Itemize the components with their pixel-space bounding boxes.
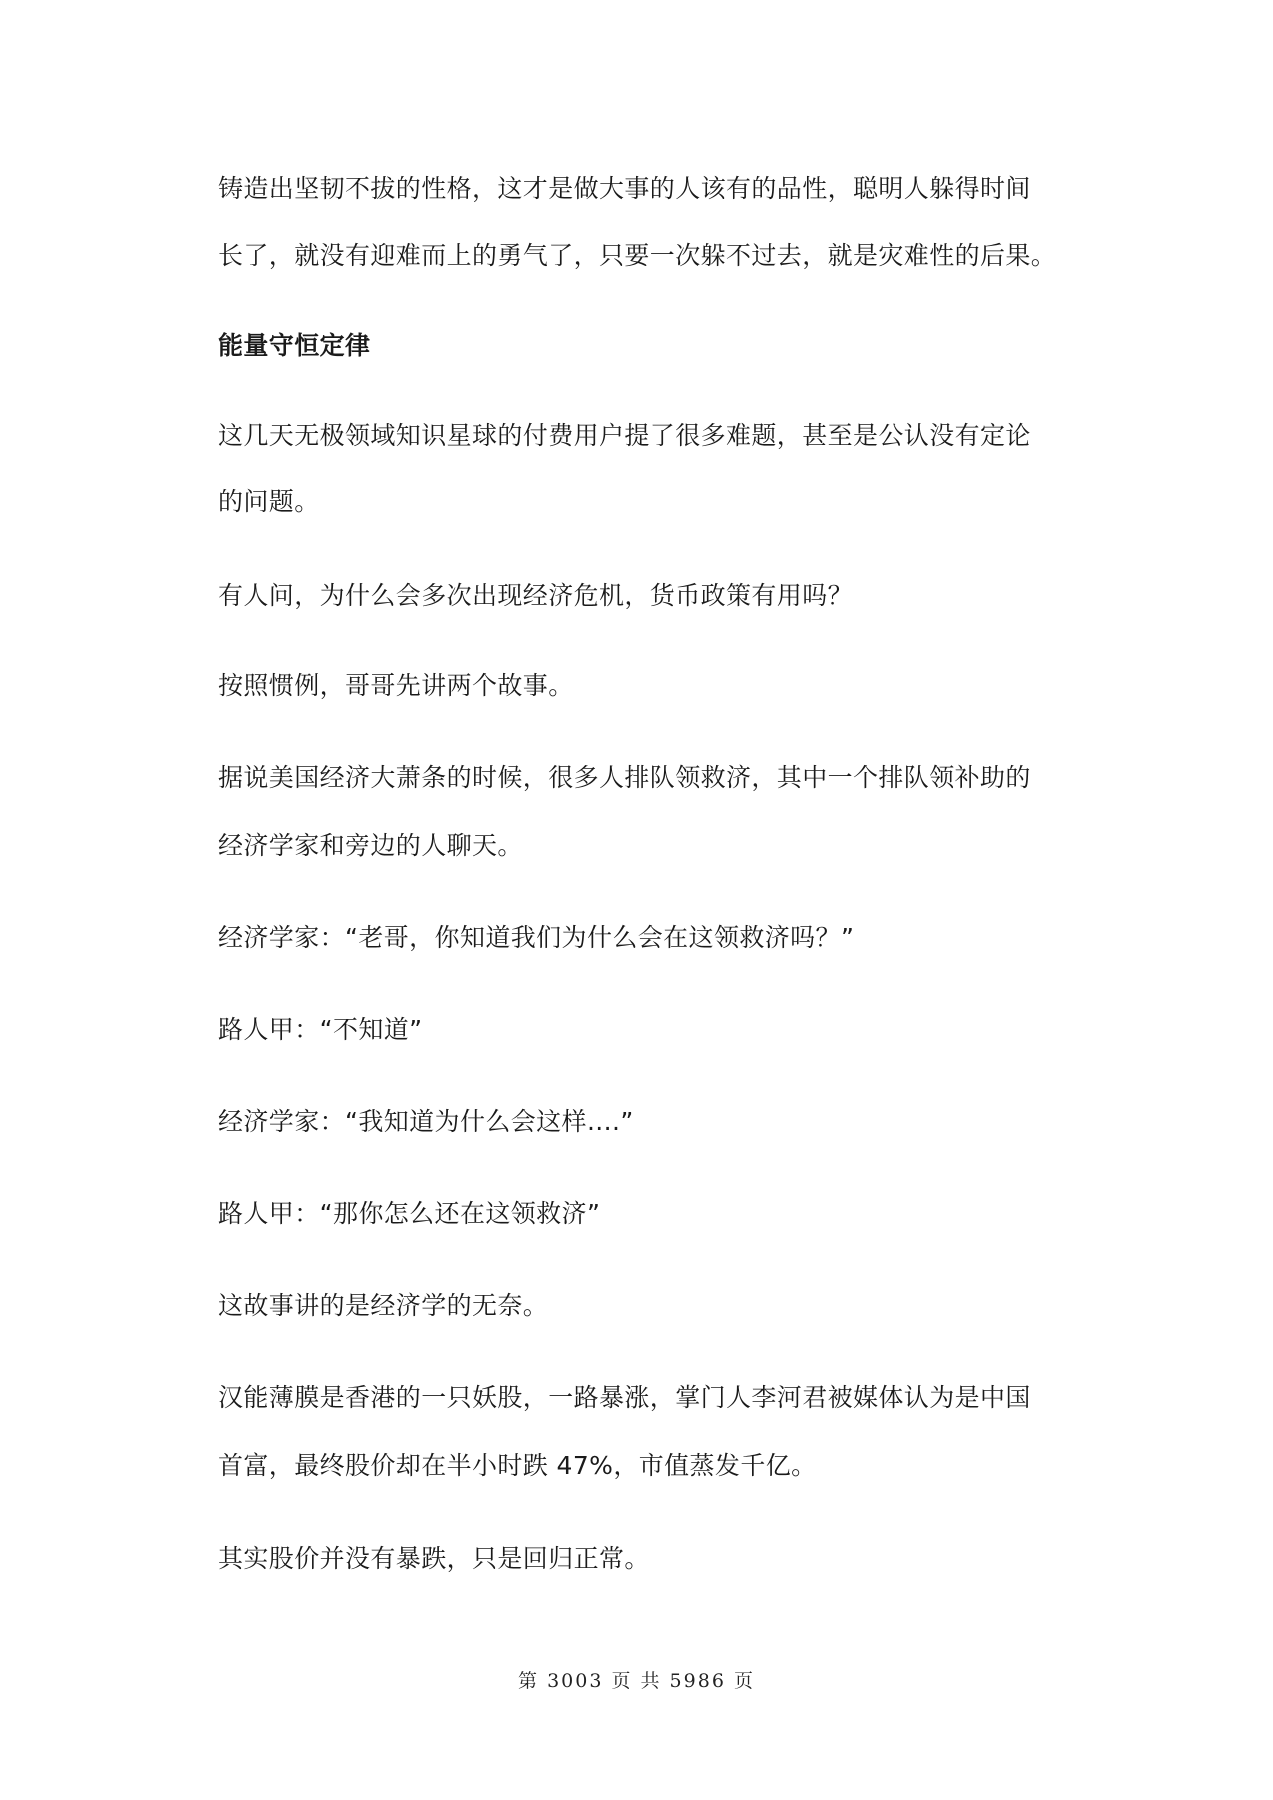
dialogue-line: 经济学家：“我知道为什么会这样....” (218, 1107, 634, 1136)
dialogue-line: 路人甲：“不知道” (218, 1015, 423, 1044)
paragraph-line: 其实股价并没有暴跌，只是回归正常。 (218, 1544, 650, 1573)
page-number-footer: 第 3003 页 共 5986 页 (518, 1670, 755, 1692)
paragraph-line: 首富，最终股价却在半小时跌 47%，市值蒸发千亿。 (218, 1451, 817, 1480)
paragraph-line: 汉能薄膜是香港的一只妖股，一路暴涨，掌门人李河君被媒体认为是中国 (218, 1383, 1031, 1412)
dialogue-line: 路人甲：“那你怎么还在这领救济” (218, 1199, 601, 1228)
paragraph-line: 有人问，为什么会多次出现经济危机，货币政策有用吗？ (218, 581, 854, 610)
paragraph-line: 据说美国经济大萧条的时候，很多人排队领救济，其中一个排队领补助的 (218, 763, 1031, 792)
paragraph-line: 按照惯例，哥哥先讲两个故事。 (218, 671, 574, 700)
paragraph-line: 经济学家和旁边的人聊天。 (218, 831, 523, 860)
paragraph-line: 这故事讲的是经济学的无奈。 (218, 1291, 549, 1320)
paragraph-line: 的问题。 (218, 487, 320, 516)
paragraph-line: 铸造出坚韧不拔的性格，这才是做大事的人该有的品性，聪明人躲得时间 (218, 174, 1031, 203)
paragraph-line: 这几天无极领域知识星球的付费用户提了很多难题，甚至是公认没有定论 (218, 421, 1031, 450)
paragraph-line: 长了，就没有迎难而上的勇气了，只要一次躲不过去，就是灾难性的后果。 (218, 241, 1057, 270)
dialogue-line: 经济学家：“老哥，你知道我们为什么会在这领救济吗？” (218, 923, 855, 952)
section-heading: 能量守恒定律 (218, 331, 371, 360)
